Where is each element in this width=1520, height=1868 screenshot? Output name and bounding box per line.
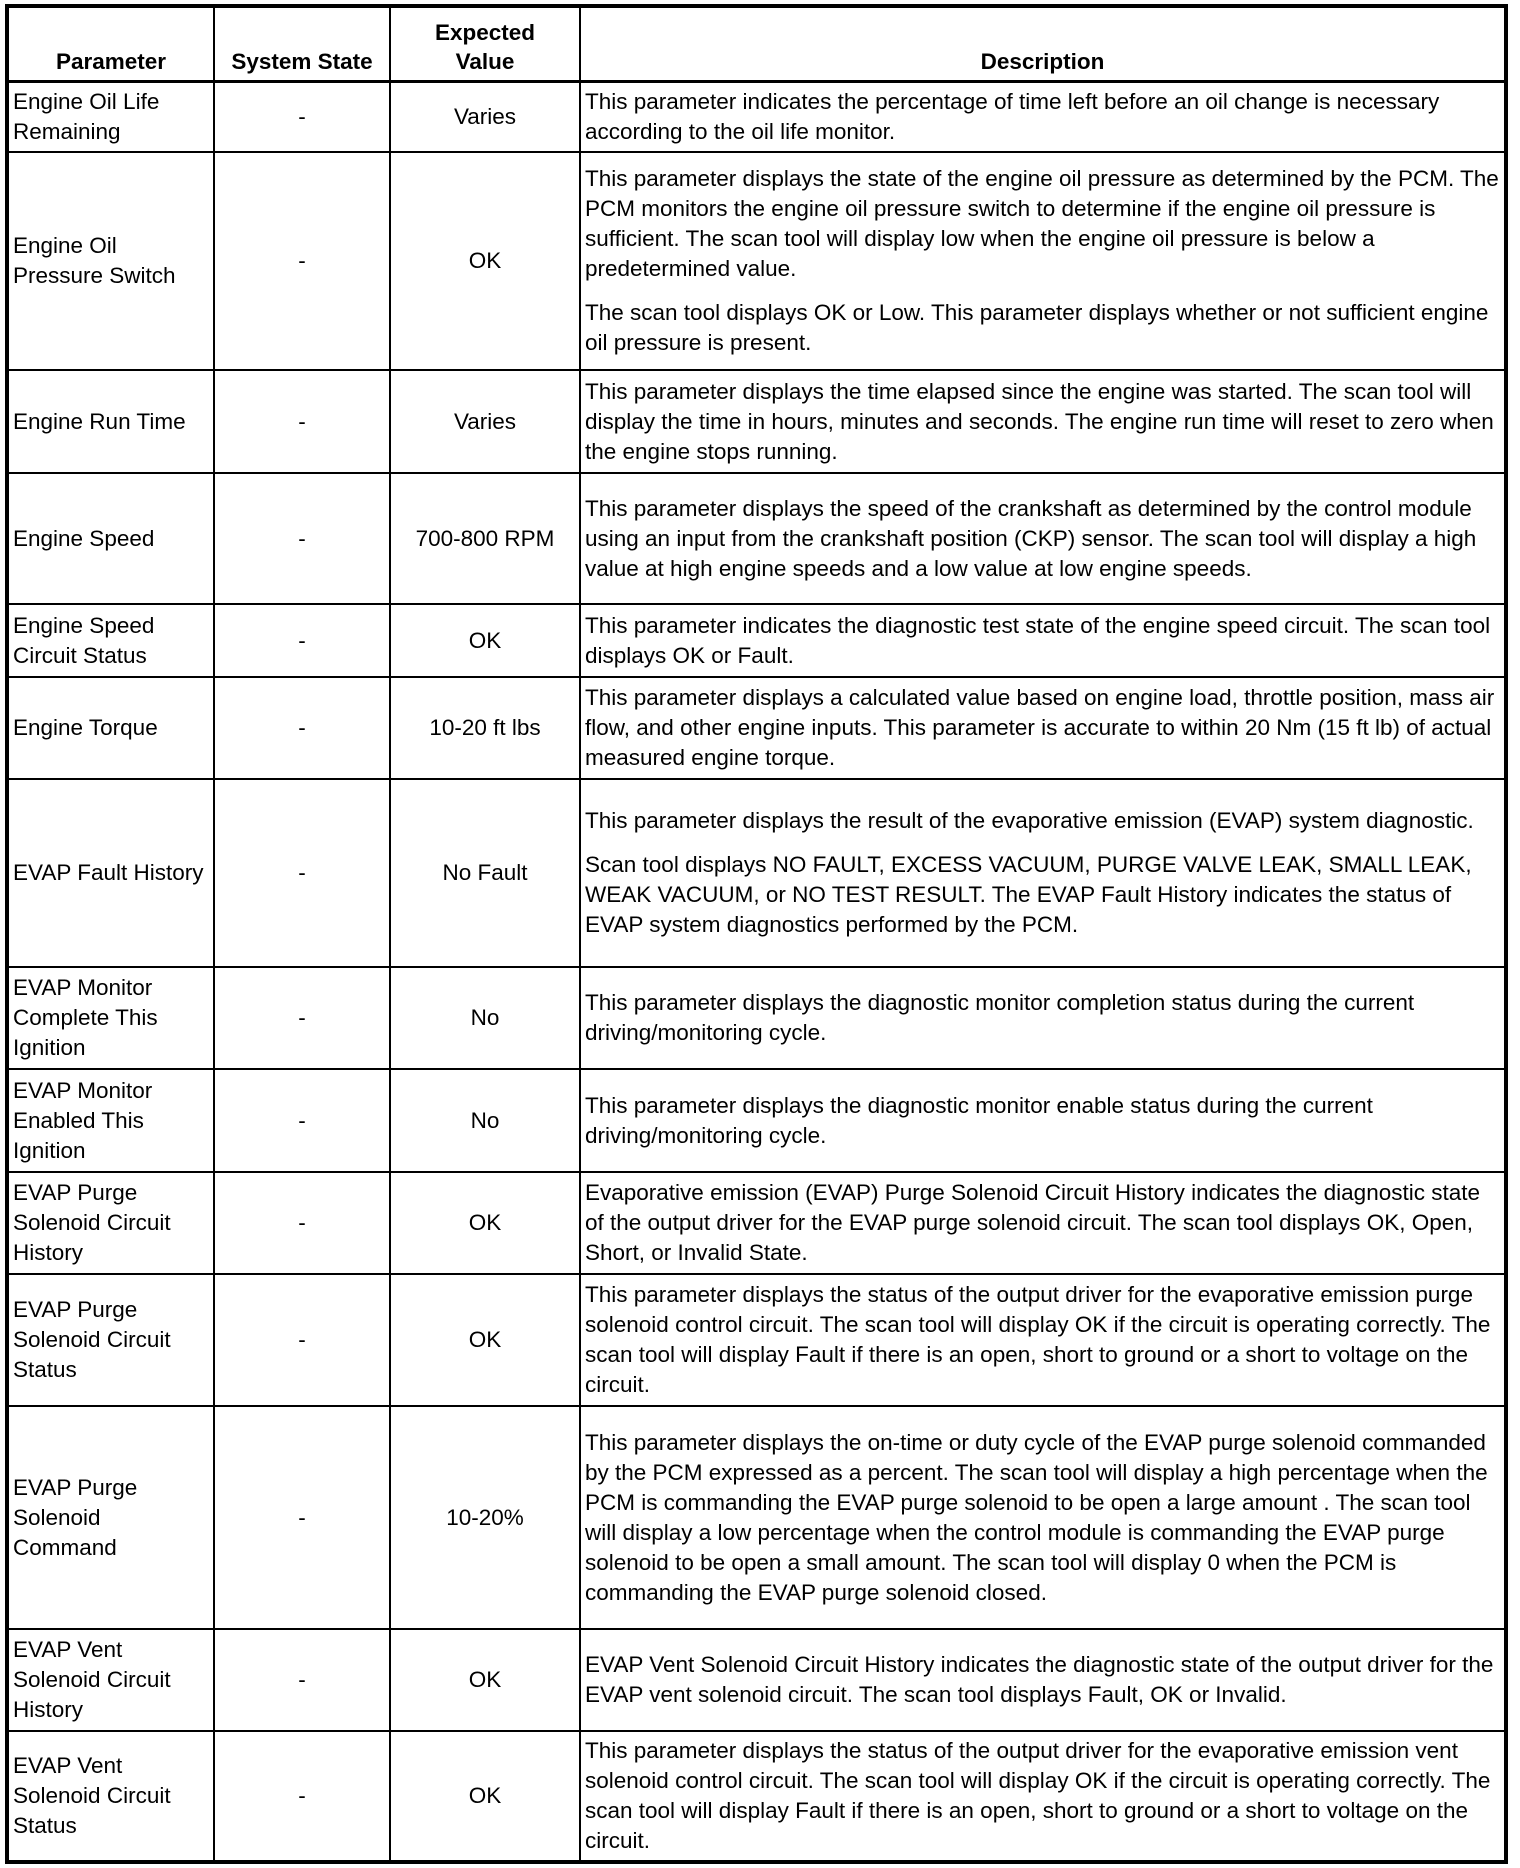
system-state-cell: - <box>214 1731 390 1862</box>
description-paragraph: This parameter displays the result of the evaporative emission (EVAP) system diagnostic. <box>585 808 1474 833</box>
description-cell <box>580 604 1506 677</box>
description-paragraph: EVAP Vent Solenoid Circuit History indicates the diagnostic state of the output driver for the EVAP vent solenoid circuit. The scan tool displays Fault, OK or Invalid. <box>585 1652 1494 1707</box>
system-state-cell: - <box>214 967 390 1069</box>
expected-value-cell: No <box>390 1069 580 1172</box>
parameter-cell: EVAP Monitor Enabled This Ignition <box>7 1069 214 1172</box>
table-row <box>7 473 1506 604</box>
system-state-cell: - <box>214 779 390 967</box>
parameter-cell: Engine Speed Circuit Status <box>7 604 214 677</box>
description-cell <box>580 370 1506 473</box>
header-expected-value <box>390 6 580 81</box>
table-row <box>7 1172 1506 1274</box>
description-paragraph: This parameter displays the status of the output driver for the evaporative emission purge solenoid control circuit. The scan tool will display OK if the circuit is operating correctly. The scan tool will display Fault if there is an open, short to ground or a short to voltage on the circuit. <box>585 1282 1491 1397</box>
description-cell <box>580 1172 1506 1274</box>
system-state-cell: - <box>214 1069 390 1172</box>
table-row <box>7 604 1506 677</box>
system-state-cell: - <box>214 473 390 604</box>
description-cell <box>580 1274 1506 1406</box>
parameter-cell: EVAP Vent Solenoid Circuit Status <box>7 1731 214 1862</box>
expected-value-cell: 10-20 ft lbs <box>390 677 580 779</box>
description-paragraph: This parameter displays a calculated value based on engine load, throttle position, mass air flow, and other engine inputs. This parameter is accurate to within 20 Nm (15 ft lb) of actual measured engine torque. <box>585 685 1495 770</box>
expected-value-cell: OK <box>390 604 580 677</box>
expected-value-cell: 10-20% <box>390 1406 580 1629</box>
table-row <box>7 1731 1506 1862</box>
parameter-cell: EVAP Purge Solenoid Command <box>7 1406 214 1629</box>
table-row <box>7 1274 1506 1406</box>
header-description: Description <box>580 6 1506 81</box>
header-system-state: System State <box>214 6 390 81</box>
description-paragraph: This parameter displays the status of the output driver for the evaporative emission vent solenoid control circuit. The scan tool will display OK if the circuit is operating correctly. The scan tool will display Fault if there is an open, short to ground or a short to voltage on the circuit. <box>585 1738 1491 1853</box>
table-row <box>7 1629 1506 1731</box>
description-paragraph: This parameter displays the diagnostic monitor completion status during the current driving/monitoring cycle. <box>585 990 1415 1045</box>
header-parameter: Parameter <box>7 6 214 81</box>
expected-value-cell: No Fault <box>390 779 580 967</box>
expected-value-cell: OK <box>390 1172 580 1274</box>
parameter-cell: EVAP Monitor Complete This Ignition <box>7 967 214 1069</box>
expected-value-cell: No <box>390 967 580 1069</box>
header-expected-value-line1: Expected <box>434 19 536 45</box>
description-paragraph: This parameter displays the speed of the crankshaft as determined by the control module using an input from the crankshaft position (CKP) sensor. The scan tool will display a high value at high engine speeds and a low value at low engine speeds. <box>585 495 1477 581</box>
expected-value-cell: 700-800 RPM <box>390 473 580 604</box>
description-cell <box>580 473 1506 604</box>
system-state-cell: - <box>214 1274 390 1406</box>
description-paragraph: The scan tool displays OK or Low. This parameter displays whether or not sufficient engine oil pressure is present. <box>585 300 1489 355</box>
parameter-cell: EVAP Fault History <box>7 779 214 967</box>
system-state-cell: - <box>214 677 390 779</box>
description-paragraph: This parameter displays the diagnostic monitor enable status during the current driving/monitoring cycle. <box>585 1092 1373 1148</box>
parameter-cell: EVAP Vent Solenoid Circuit History <box>7 1629 214 1731</box>
parameter-cell: Engine Run Time <box>7 370 214 473</box>
system-state-cell: - <box>214 81 390 152</box>
description-cell <box>580 1069 1506 1172</box>
table-row <box>7 779 1506 967</box>
expected-value-cell: OK <box>390 152 580 370</box>
table-body <box>7 81 1506 1862</box>
description-cell <box>580 677 1506 779</box>
description-cell <box>580 967 1506 1069</box>
system-state-cell: - <box>214 604 390 677</box>
parameter-cell: Engine Torque <box>7 677 214 779</box>
description-paragraph: This parameter indicates the diagnostic test state of the engine speed circuit. The scan tool displays OK or Fault. <box>585 612 1491 668</box>
table-row <box>7 152 1506 370</box>
table-row <box>7 1406 1506 1629</box>
system-state-cell: - <box>214 1629 390 1731</box>
description-paragraph: This parameter displays the state of the engine oil pressure as determined by the PCM. The PCM monitors the engine oil pressure switch to determine if the engine oil pressure is sufficient. The scan tool will display low when the engine oil pressure is below a predetermined value. <box>585 166 1499 281</box>
table-row <box>7 370 1506 473</box>
header-expected-value-line2: Value <box>455 48 515 74</box>
header-row <box>7 6 1506 81</box>
description-paragraph: Scan tool displays NO FAULT, EXCESS VACUUM, PURGE VALVE LEAK, SMALL LEAK, WEAK VACUUM, or NO TEST RESULT. The EVAP Fault History indicates the status of EVAP system diagnostics performed by the PCM. <box>585 852 1472 937</box>
system-state-cell: - <box>214 152 390 370</box>
description-paragraph: This parameter displays the time elapsed since the engine was started. The scan tool will display the time in hours, minutes and seconds. The engine run time will reset to zero when the engine stops running. <box>585 378 1494 464</box>
parameter-cell: EVAP Purge Solenoid Circuit History <box>7 1172 214 1274</box>
parameter-cell: Engine Oil Life Remaining <box>7 81 214 152</box>
description-cell <box>580 152 1506 370</box>
system-state-cell: - <box>214 1406 390 1629</box>
description-cell <box>580 1731 1506 1862</box>
expected-value-cell: Varies <box>390 81 580 152</box>
description-paragraph: This parameter displays the on-time or duty cycle of the EVAP purge solenoid commanded by the PCM expressed as a percent. The scan tool will display a high percentage when the PCM is commanding the EVAP purge solenoid to be open a large amount . The scan tool will display a low percentage when the control module is commanding the EVAP purge solenoid to be open a small amount. The scan tool will display 0 when the PCM is commanding the EVAP purge solenoid closed. <box>585 1429 1488 1605</box>
expected-value-cell: OK <box>390 1629 580 1731</box>
parameter-cell: Engine Oil Pressure Switch <box>7 152 214 370</box>
expected-value-cell: OK <box>390 1274 580 1406</box>
table-row <box>7 967 1506 1069</box>
description-cell <box>580 1629 1506 1731</box>
description-cell <box>580 779 1506 967</box>
description-cell <box>580 1406 1506 1629</box>
table-row <box>7 677 1506 779</box>
parameter-cell: Engine Speed <box>7 473 214 604</box>
description-paragraph: Evaporative emission (EVAP) Purge Solenoid Circuit History indicates the diagnostic state of the output driver for the EVAP purge solenoid circuit. The scan tool displays OK, Open, Short, or Invalid State. <box>585 1180 1481 1265</box>
system-state-cell: - <box>214 370 390 473</box>
table-row <box>7 1069 1506 1172</box>
system-state-cell: - <box>214 1172 390 1274</box>
parameter-table <box>5 4 1508 1864</box>
description-paragraph: This parameter indicates the percentage of time left before an oil change is necessary according to the oil life monitor. <box>585 88 1440 144</box>
table-row <box>7 81 1506 152</box>
parameter-cell: EVAP Purge Solenoid Circuit Status <box>7 1274 214 1406</box>
expected-value-cell: OK <box>390 1731 580 1862</box>
expected-value-cell: Varies <box>390 370 580 473</box>
description-cell <box>580 81 1506 152</box>
